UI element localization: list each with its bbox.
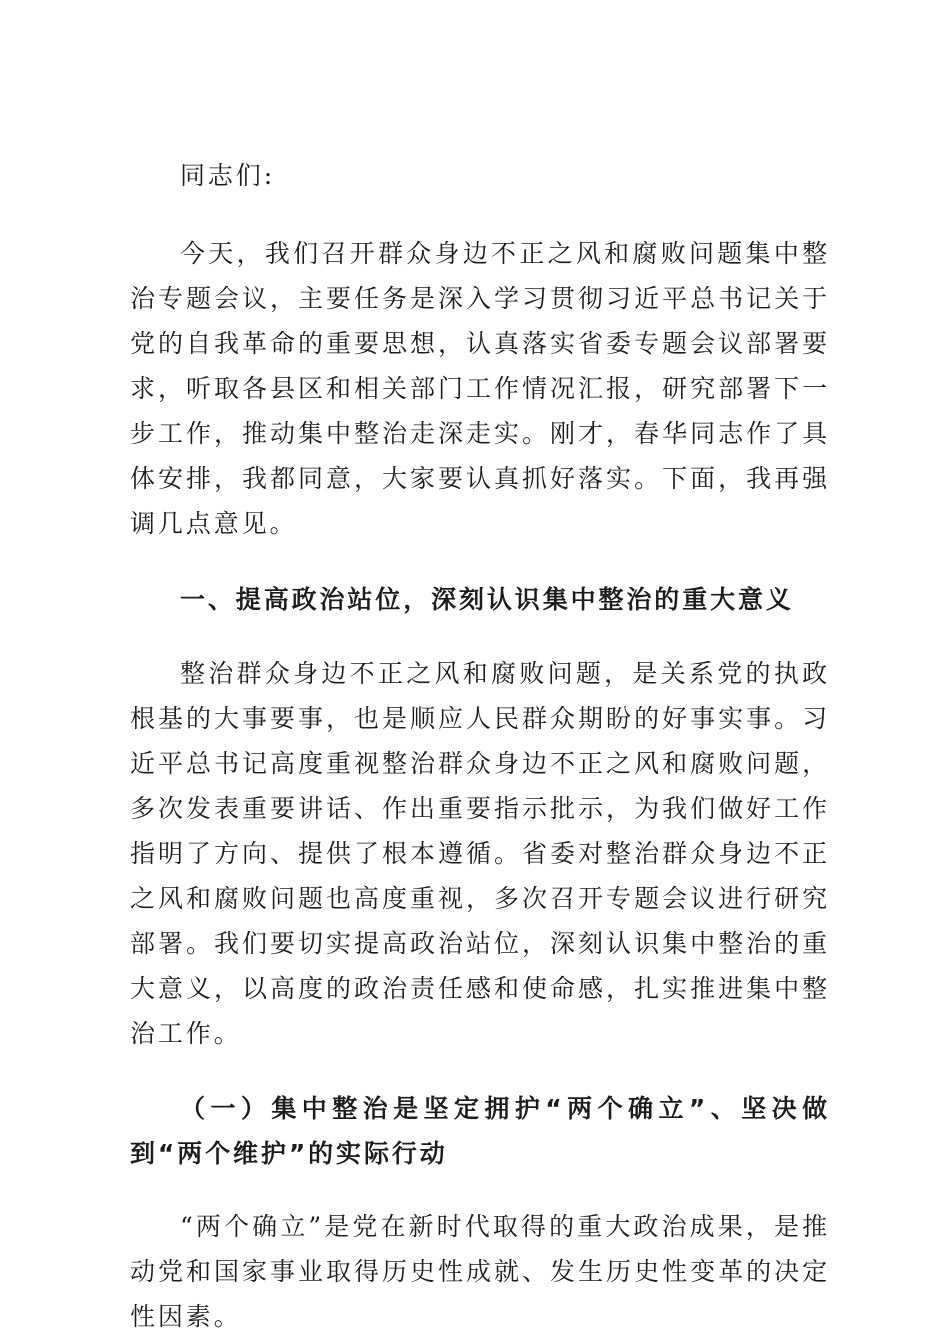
paragraph-section-1: 整治群众身边不正之风和腐败问题，是关系党的执政根基的大事要事，也是顺应人民群众期盼的好事实事。习近平总书记高度重视整治群众身边不正之风和腐败问题，多次发表重要讲话、作出重要指示批示，为我们做好工作指明了方向、提供了根本遵循。省委对整治群众身边不正之风和腐败问题也高度重视，多次召开专题会议进行研究部署。我们要切实提高政治站位，深刻认识集中整治的重大意义，以高度的政治责任感和使命感，扎实推进集中整治工作。 [130, 659, 830, 1048]
paragraph-subsection-1: “两个确立”是党在新时代取得的重大政治成果，是推动党和国家事业取得历史性成就、发生历史性变革的决定性因素。 [130, 1212, 830, 1331]
section-heading-1: 一、提高政治站位，深刻认识集中整治的重大意义 [180, 585, 794, 614]
subsection-heading-1: （一）集中整治是坚定拥护“两个确立”、坚决做到“两个维护”的实际行动 [130, 1094, 830, 1168]
document-body [130, 153, 830, 1339]
greeting: 同志们: [180, 161, 276, 190]
paragraph-intro: 今天，我们召开群众身边不正之风和腐败问题集中整治专题会议，主要任务是深入学习贯彻习近平总书记关于党的自我革命的重要思想，认真落实省委专题会议部署要求，听取各县区和相关部门工作情况汇报，研究部署下一步工作，推动集中整治走深走实。刚才，春华同志作了具体安排，我都同意，大家要认真抓好落实。下面，我再强调几点意见。 [130, 239, 830, 538]
